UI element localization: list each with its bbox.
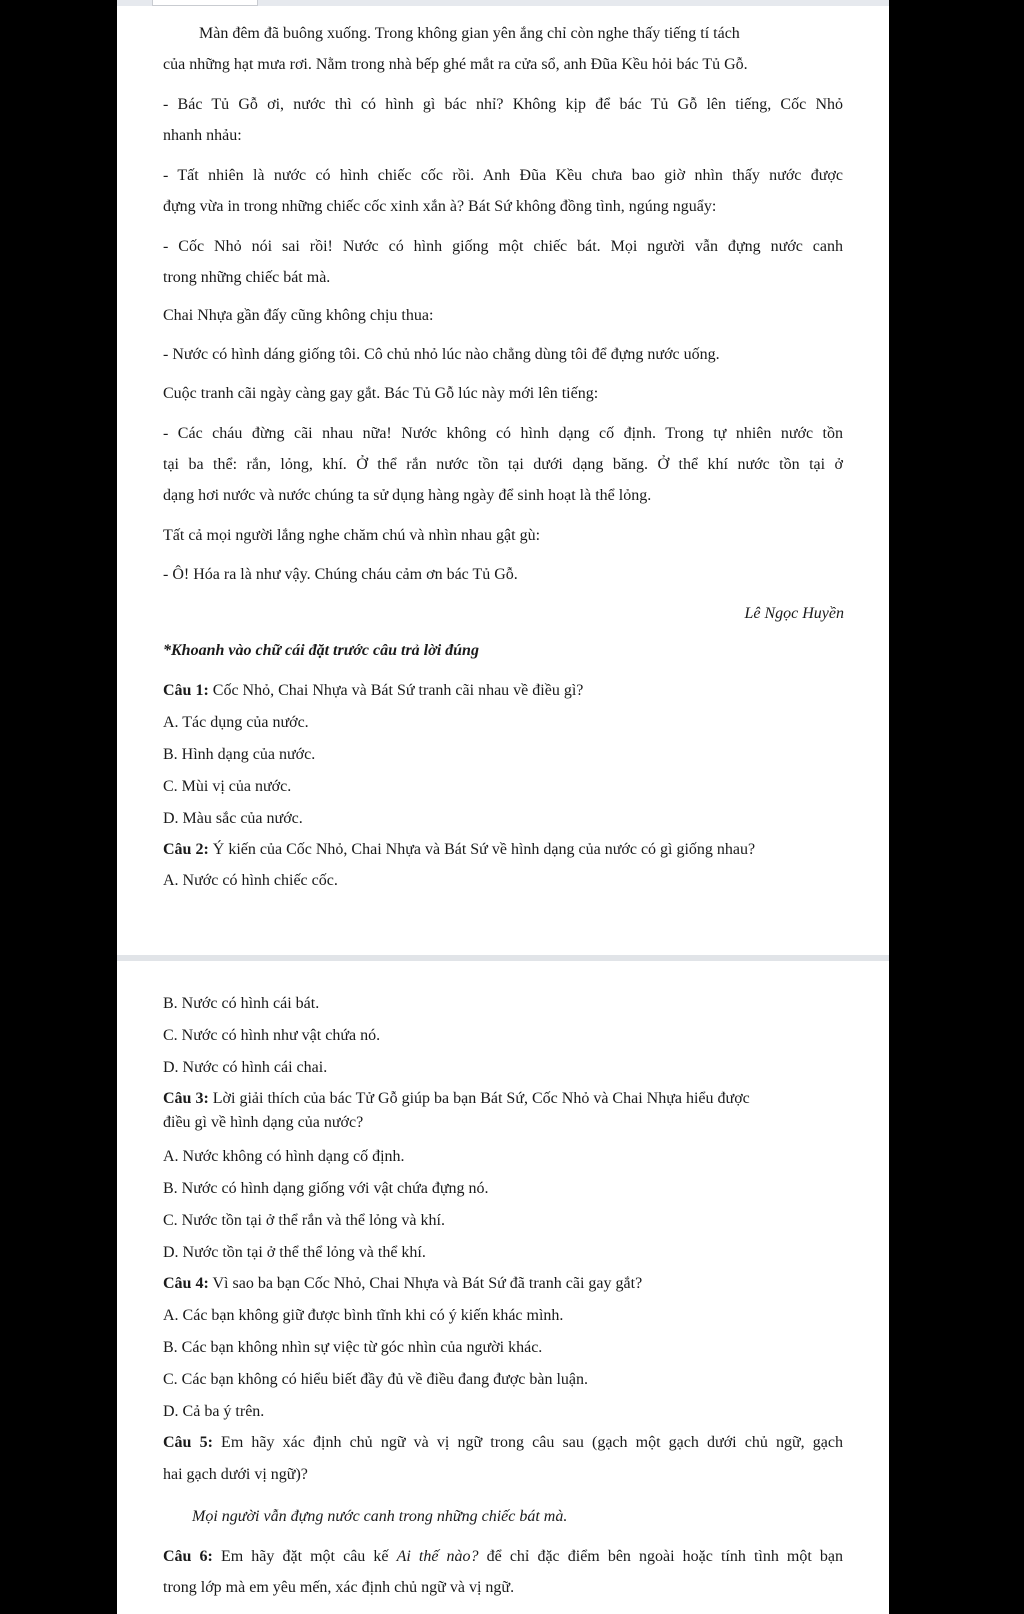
answer-option-d: D. Cả ba ý trên.	[163, 1403, 265, 1420]
question-text: để chỉ đặc điểm bên ngoài hoặc tính tình một bạn	[478, 1548, 844, 1565]
question-text: Lời giải thích của bác Tử Gỗ giúp ba bạn Bát Sứ, Cốc Nhỏ và Chai Nhựa hiểu được	[208, 1090, 750, 1107]
question-3	[163, 1089, 750, 1109]
question-4	[163, 1274, 642, 1294]
answer-option-c: C. Nước có hình như vật chứa nó.	[163, 1027, 381, 1044]
question-label: Câu 2:	[163, 841, 209, 858]
story-line: - Các cháu đừng cãi nhau nữa! Nước không có hình dạng cố định. Trong tự nhiên nước tồn	[163, 425, 843, 442]
answer-option-a: A. Các bạn không giữ được bình tĩnh khi có ý kiến khác mình.	[163, 1307, 564, 1324]
question-text: Em hãy xác định chủ ngữ và vị ngữ trong câu sau (gạch một gạch dưới chủ ngữ, gạch	[212, 1434, 843, 1451]
story-line: - Nước có hình dáng giống tôi. Cô chủ nhỏ lúc nào chẳng dùng tôi để đựng nước uống.	[163, 346, 720, 363]
question-5	[163, 1433, 843, 1453]
story-line: Chai Nhựa gần đấy cũng không chịu thua:	[163, 307, 434, 324]
story-line: tại ba thể: rắn, lỏng, khí. Ở thể rắn nước tồn tại dưới dạng băng. Ở thể khí nước tồn tại ở	[163, 456, 843, 473]
example-sentence: Mọi người vẫn đựng nước canh trong những chiếc bát mà.	[192, 1508, 568, 1525]
question-text: Ý kiến của Cốc Nhỏ, Chai Nhựa và Bát Sứ về hình dạng của nước có gì giống nhau?	[208, 841, 756, 858]
question-text-cont: trong lớp mà em yêu mến, xác định chủ ngữ và vị ngữ.	[163, 1579, 515, 1596]
answer-option-d: D. Màu sắc của nước.	[163, 810, 303, 827]
story-line: dạng hơi nước và nước chúng ta sử dụng hàng ngày để sinh hoạt là thể lỏng.	[163, 487, 652, 504]
author-name: Lê Ngọc Huyền	[744, 605, 844, 622]
question-text: Cốc Nhỏ, Chai Nhựa và Bát Sứ tranh cãi nhau về điều gì?	[208, 682, 584, 699]
question-text-cont: điều gì về hình dạng của nước?	[163, 1114, 364, 1131]
story-line: đựng vừa in trong những chiếc cốc xinh xắn à? Bát Sứ không đồng tình, ngúng nguẩy:	[163, 198, 717, 215]
page-top-strip	[117, 0, 889, 6]
story-line: - Ô! Hóa ra là như vậy. Chúng cháu cảm ơn bác Tủ Gỗ.	[163, 566, 518, 583]
answer-option-a: A. Tác dụng của nước.	[163, 714, 309, 731]
answer-option-b: B. Nước có hình cái bát.	[163, 995, 320, 1012]
question-label: Câu 6:	[163, 1548, 213, 1565]
question-text: Em hãy đặt một câu kế	[212, 1548, 397, 1565]
answer-option-b: B. Nước có hình dạng giống với vật chứa đựng nó.	[163, 1180, 489, 1197]
story-line: Màn đêm đã buông xuống. Trong không gian yên ắng chỉ còn nghe thấy tiếng tí tách	[199, 25, 740, 42]
answer-option-d: D. Nước có hình cái chai.	[163, 1059, 328, 1076]
answer-option-b: B. Hình dạng của nước.	[163, 746, 316, 763]
answer-option-d: D. Nước tồn tại ở thể thể lỏng và thể khí.	[163, 1244, 426, 1261]
question-1	[163, 681, 583, 701]
document-page-2	[117, 961, 889, 1614]
question-italic-phrase: Ai thế nào?	[396, 1548, 479, 1565]
answer-option-c: C. Các bạn không có hiểu biết đầy đủ về điều đang được bàn luận.	[163, 1371, 589, 1388]
story-line: - Tất nhiên là nước có hình chiếc cốc rồi. Anh Đũa Kều chưa bao giờ nhìn thấy nước được	[163, 167, 843, 184]
page-tab-edge	[152, 0, 258, 6]
document-page-1	[117, 0, 889, 956]
answer-option-c: C. Nước tồn tại ở thể rắn và thể lỏng và khí.	[163, 1212, 445, 1229]
question-2	[163, 840, 755, 860]
question-text: Vì sao ba bạn Cốc Nhỏ, Chai Nhựa và Bát Sứ đã tranh cãi gay gắt?	[208, 1275, 643, 1292]
story-line: Cuộc tranh cãi ngày càng gay gắt. Bác Tủ Gỗ lúc này mới lên tiếng:	[163, 385, 599, 402]
instruction-heading: *Khoanh vào chữ cái đặt trước câu trả lời đúng	[163, 642, 479, 659]
question-6	[163, 1547, 843, 1567]
answer-option-a: A. Nước có hình chiếc cốc.	[163, 872, 338, 889]
story-line: của những hạt mưa rơi. Nằm trong nhà bếp ghé mắt ra cửa sổ, anh Đũa Kều hỏi bác Tủ Gỗ.	[163, 56, 748, 73]
story-line: trong những chiếc bát mà.	[163, 269, 331, 286]
answer-option-c: C. Mùi vị của nước.	[163, 778, 292, 795]
question-label: Câu 3:	[163, 1090, 209, 1107]
question-label: Câu 1:	[163, 682, 209, 699]
story-line: Tất cả mọi người lắng nghe chăm chú và nhìn nhau gật gù:	[163, 527, 541, 544]
question-label: Câu 4:	[163, 1275, 209, 1292]
answer-option-a: A. Nước không có hình dạng cố định.	[163, 1148, 405, 1165]
story-line: nhanh nhảu:	[163, 127, 242, 144]
story-line: - Cốc Nhỏ nói sai rồi! Nước có hình giống một chiếc bát. Mọi người vẫn đựng nước canh	[163, 238, 843, 255]
answer-option-b: B. Các bạn không nhìn sự việc từ góc nhìn của người khác.	[163, 1339, 543, 1356]
question-label: Câu 5:	[163, 1434, 213, 1451]
story-line: - Bác Tủ Gỗ ơi, nước thì có hình gì bác nhỉ? Không kịp để bác Tủ Gỗ lên tiếng, Cốc Nhỏ	[163, 96, 843, 113]
question-text-cont: hai gạch dưới vị ngữ)?	[163, 1466, 308, 1483]
